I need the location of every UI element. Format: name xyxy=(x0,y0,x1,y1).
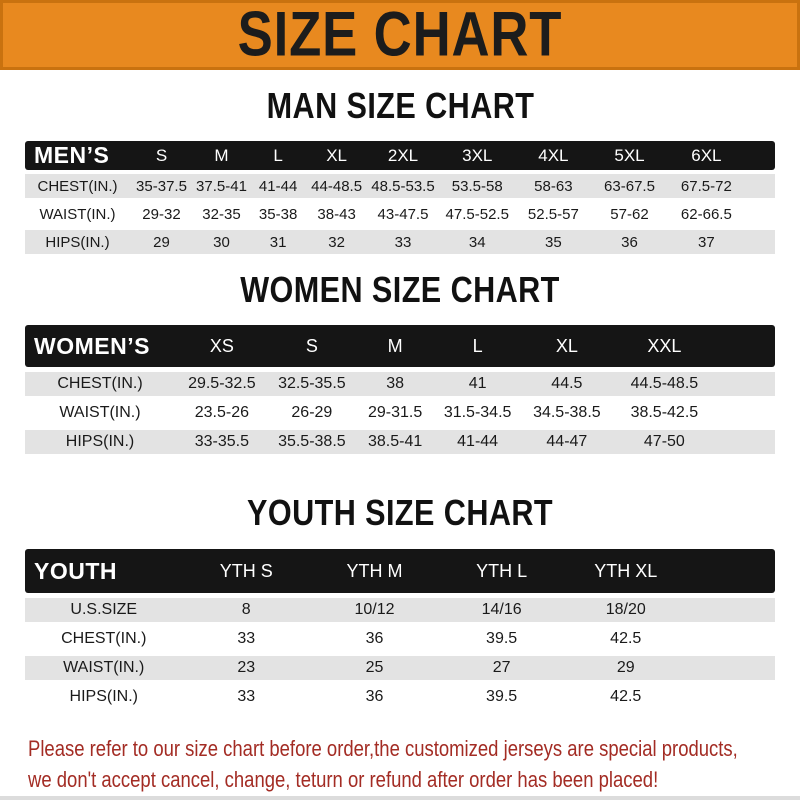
size-value-cell: 25 xyxy=(310,656,439,680)
size-value-cell: 38-43 xyxy=(317,205,356,223)
size-value-cell: 67.5-72 xyxy=(668,174,745,198)
women-section-heading xyxy=(0,269,800,310)
row-label: WAIST(IN.) xyxy=(25,656,183,680)
disclaimer-line-1: Please refer to our size chart before order,the customized jerseys are special products, xyxy=(28,736,738,761)
size-value-cell: 48.5-53.5 xyxy=(367,174,439,198)
size-value-cell: 41 xyxy=(435,372,520,396)
size-value-cell: 32-35 xyxy=(202,205,241,223)
size-value-cell: 36 xyxy=(365,630,384,647)
size-value-cell: 53.5-58 xyxy=(439,174,516,198)
women-size-table xyxy=(25,320,775,459)
table-row xyxy=(25,202,775,226)
size-value-cell: 43-47.5 xyxy=(377,205,429,223)
row-filler xyxy=(687,598,775,622)
header-row xyxy=(25,141,775,170)
table-row xyxy=(25,627,775,651)
row-label: U.S.SIZE xyxy=(25,598,183,622)
size-value-cell: 35 xyxy=(515,230,591,254)
youth-size-table xyxy=(25,544,775,714)
youth-section-heading xyxy=(0,492,800,533)
table-group-label: WOMEN’S xyxy=(25,325,175,367)
size-column-header: YTH XL xyxy=(564,549,687,593)
size-value-cell: 29 xyxy=(130,230,193,254)
header-filler xyxy=(745,141,775,170)
men-size-table xyxy=(25,137,775,258)
size-value-cell: 29 xyxy=(564,656,687,680)
size-value-cell: 52.5-57 xyxy=(527,205,579,223)
size-column-header: 5XL xyxy=(591,141,668,170)
table-group-label: YOUTH xyxy=(25,549,183,593)
table-row xyxy=(25,174,775,198)
row-label: CHEST(IN.) xyxy=(25,174,130,198)
size-value-cell: 42.5 xyxy=(610,688,642,705)
size-value-cell: 23 xyxy=(183,656,311,680)
size-value-cell: 10/12 xyxy=(310,598,439,622)
size-value-cell: 27 xyxy=(439,656,564,680)
banner-title: SIZE CHART xyxy=(237,0,563,70)
size-value-cell: 63-67.5 xyxy=(591,174,668,198)
size-column-header: XS xyxy=(175,325,269,367)
size-column-header: M xyxy=(355,325,435,367)
table-row xyxy=(25,230,775,254)
women-section xyxy=(0,269,800,459)
size-value-cell: 31.5-34.5 xyxy=(443,404,512,421)
size-value-cell: 38.5-42.5 xyxy=(630,404,699,421)
table-row xyxy=(25,685,775,709)
row-filler xyxy=(745,230,775,254)
header-filler xyxy=(715,325,775,367)
size-value-cell: 62-66.5 xyxy=(680,205,732,223)
size-column-header: XL xyxy=(520,325,614,367)
size-value-cell: 32 xyxy=(306,230,367,254)
row-filler xyxy=(745,202,775,226)
row-filler xyxy=(715,372,775,396)
size-column-header: S xyxy=(269,325,355,367)
disclaimer xyxy=(28,733,800,795)
size-column-header: 4XL xyxy=(515,141,591,170)
size-value-cell: 35-38 xyxy=(258,205,298,223)
row-filler xyxy=(715,401,775,425)
size-column-header: 6XL xyxy=(668,141,745,170)
size-column-header: YTH M xyxy=(310,549,439,593)
size-value-cell: 18/20 xyxy=(564,598,687,622)
size-value-cell: 33 xyxy=(237,630,256,647)
header-filler xyxy=(687,549,775,593)
size-value-cell: 30 xyxy=(193,230,250,254)
row-label: HIPS(IN.) xyxy=(25,430,175,454)
row-filler xyxy=(745,174,775,198)
size-value-cell: 38.5-41 xyxy=(355,430,435,454)
size-column-header: YTH L xyxy=(439,549,564,593)
size-value-cell: 39.5 xyxy=(486,688,518,705)
size-value-cell: 39.5 xyxy=(486,630,518,647)
size-value-cell: 26-29 xyxy=(291,404,333,421)
size-value-cell: 57-62 xyxy=(610,205,649,223)
size-value-cell: 37.5-41 xyxy=(193,174,250,198)
size-value-cell: 41-44 xyxy=(250,174,306,198)
size-column-header: 2XL xyxy=(367,141,439,170)
size-value-cell: 37 xyxy=(668,230,745,254)
table-row xyxy=(25,430,775,454)
size-value-cell: 44.5-48.5 xyxy=(614,372,715,396)
size-value-cell: 34.5-38.5 xyxy=(533,404,601,421)
size-value-cell: 47-50 xyxy=(614,430,715,454)
size-value-cell: 35.5-38.5 xyxy=(269,430,355,454)
size-column-header: L xyxy=(250,141,306,170)
size-value-cell: 41-44 xyxy=(435,430,520,454)
size-value-cell: 44.5 xyxy=(520,372,614,396)
youth-section xyxy=(0,492,800,714)
size-column-header: S xyxy=(130,141,193,170)
men-heading-text: MAN SIZE CHART xyxy=(266,85,534,126)
table-row xyxy=(25,372,775,396)
header-row xyxy=(25,549,775,593)
header-row xyxy=(25,325,775,367)
table-row xyxy=(25,656,775,680)
size-value-cell: 36 xyxy=(365,688,384,705)
youth-heading-text: YOUTH SIZE CHART xyxy=(246,492,553,533)
size-value-cell: 44-47 xyxy=(520,430,614,454)
banner xyxy=(0,0,800,70)
size-value-cell: 47.5-52.5 xyxy=(445,205,509,223)
bottom-edge-strip xyxy=(0,796,800,800)
disclaimer-line-2: we don't accept cancel, change, teturn or refund after order has been placed! xyxy=(28,767,659,792)
size-value-cell: 36 xyxy=(591,230,668,254)
women-heading-text: WOMEN SIZE CHART xyxy=(240,269,560,310)
row-filler xyxy=(715,430,775,454)
row-label: CHEST(IN.) xyxy=(25,372,175,396)
size-column-header: M xyxy=(193,141,250,170)
size-value-cell: 8 xyxy=(183,598,311,622)
men-section-heading xyxy=(0,85,800,126)
size-value-cell: 29-32 xyxy=(142,205,181,223)
men-section xyxy=(0,85,800,258)
size-value-cell: 33 xyxy=(237,688,256,705)
size-value-cell: 42.5 xyxy=(610,630,642,647)
size-value-cell: 38 xyxy=(355,372,435,396)
size-value-cell: 29.5-32.5 xyxy=(175,372,269,396)
size-value-cell: 33 xyxy=(367,230,439,254)
row-label: HIPS(IN.) xyxy=(69,688,138,705)
size-column-header: XL xyxy=(306,141,367,170)
size-value-cell: 14/16 xyxy=(439,598,564,622)
size-value-cell: 58-63 xyxy=(515,174,591,198)
row-label: WAIST(IN.) xyxy=(39,205,116,223)
size-value-cell: 35-37.5 xyxy=(130,174,193,198)
row-label: CHEST(IN.) xyxy=(61,630,147,647)
size-value-cell: 31 xyxy=(250,230,306,254)
size-value-cell: 44-48.5 xyxy=(306,174,367,198)
size-value-cell: 32.5-35.5 xyxy=(269,372,355,396)
row-filler xyxy=(687,656,775,680)
size-column-header: 3XL xyxy=(439,141,516,170)
row-label: HIPS(IN.) xyxy=(25,230,130,254)
size-value-cell: 33-35.5 xyxy=(175,430,269,454)
size-column-header: YTH S xyxy=(183,549,311,593)
row-filler xyxy=(687,627,775,651)
row-label: WAIST(IN.) xyxy=(59,404,141,421)
table-group-label: MEN’S xyxy=(25,141,130,170)
row-filler xyxy=(687,685,775,709)
table-row xyxy=(25,401,775,425)
size-value-cell: 34 xyxy=(439,230,516,254)
size-column-header: L xyxy=(435,325,520,367)
size-column-header: XXL xyxy=(614,325,715,367)
size-value-cell: 29-31.5 xyxy=(367,404,423,421)
size-value-cell: 23.5-26 xyxy=(194,404,249,421)
table-row xyxy=(25,598,775,622)
